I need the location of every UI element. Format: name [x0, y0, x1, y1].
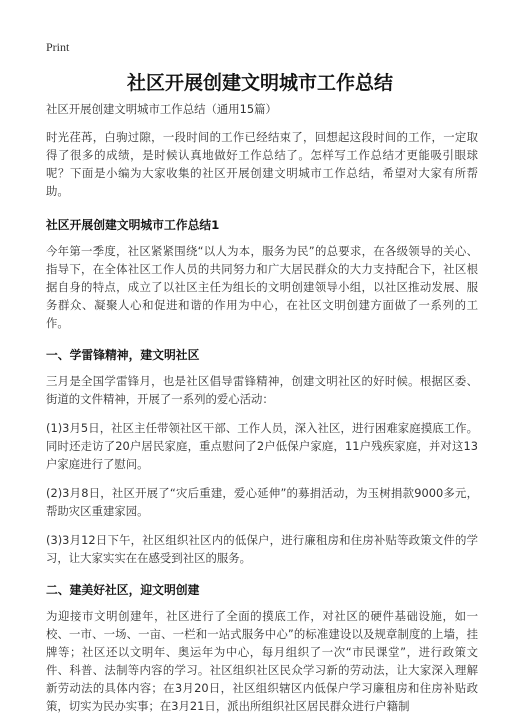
print-link[interactable]: Print — [46, 40, 70, 54]
section-title: 社区开展创建文明城市工作总结1 — [46, 218, 220, 232]
list-item: (3)3月12日下午，社区组织社区内的低保户，进行廉租房和住房补贴等政策文件的学习，让大家实实在在感受到社区的服务。 — [46, 533, 478, 565]
section-heading-1: 一、学雷锋精神，建文明社区 — [46, 348, 200, 362]
list-item: (2)3月8日，社区开展了“灾后重建，爱心延伸”的募捐活动，为玉树捐款9000多元，帮助灾区重建家园。 — [46, 486, 478, 518]
article-body — [46, 100, 478, 726]
intro-paragraph: 时光荏苒，白驹过隙，一段时间的工作已经结束了，回想起这段时间的工作，一定取得了很多的成绩，是时候认真地做好工作总结了。怎样写工作总结才更能吸引眼球呢？下面是小编为大家收集的社区开展创建文明城市工作总结，希望对大家有所帮助。 — [46, 130, 478, 198]
section-heading-2-paragraph: 为迎接市文明创建年，社区进行了全面的摸底工作，对社区的硬件基础设施，如一校、一市、一场、一亩、一栏和一站式服务中心”的标准建设以及规章制度的上墙，挂牌等；社区还以文明年、奥运年为中心，每月组织了一次“市民课堂”，进行政策文件、科普、法制等内容的学习。社区组织社区民众学习新的劳动法，让大家深入理解新劳动法的具体内容；在3月20日，社区组织辖区内低保户学习廉租房和住房补贴政策，切实为民办实事；在3月21日，派出所组织社区居民群众进行户籍制 — [46, 609, 478, 713]
section-heading-2: 二、建美好社区，迎文明创建 — [46, 583, 200, 597]
page-title: 社区开展创建文明城市工作总结 — [126, 72, 393, 94]
article-subtitle: 社区开展创建文明城市工作总结（通用15篇） — [46, 102, 277, 116]
list-item: (1)3月5日，社区主任带领社区干部、工作人员，深入社区，进行困难家庭摸底工作。同时还走访了20户居民家庭，重点慰问了2户低保户家庭，11户残疾家庭，并对这13户家庭进行了慰问。 — [46, 421, 478, 471]
section-heading-1-paragraph: 三月是全国学雷锋月，也是社区倡导雷锋精神，创建文明社区的好时候。根据区委、街道的文件精神，开展了一系列的爱心活动： — [46, 374, 478, 406]
section-paragraph: 今年第一季度，社区紧紧围绕“以人为本，服务为民”的总要求，在各级领导的关心、指导下，在全体社区工作人员的共同努力和广大居民群众的大力支持配合下，社区根据自身的特点，成立了以社区主任为组长的文明创建领导小组，以社区推动发展、服务群众、凝聚人心和促进和谐的作用为中心，在社区文明创建方面做了一系列的工作。 — [46, 244, 478, 330]
